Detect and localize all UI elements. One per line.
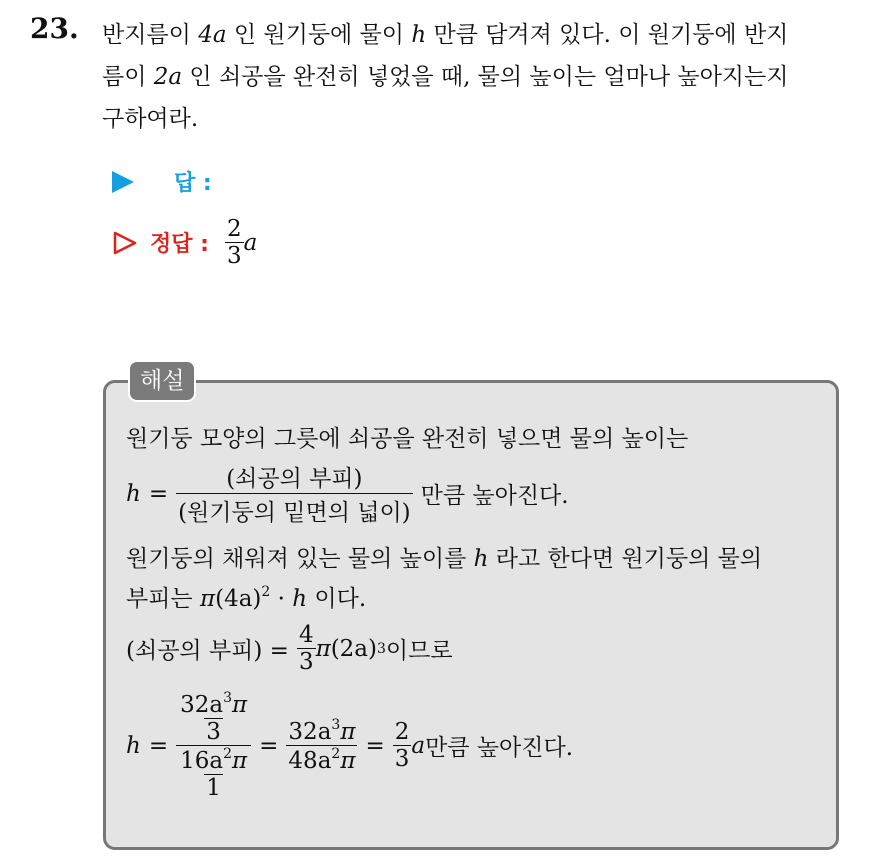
volume-fraction: $\frac{4}{3}$	[298, 622, 314, 675]
answer-label: 답 :	[174, 171, 212, 196]
answer-blank-row	[112, 166, 212, 197]
correct-answer-value: $\frac{2}{3}$ a	[226, 216, 258, 269]
problem-line-1: 반지름이 4a 인 원기둥에 물이 h 만큼 담겨져 있다. 이 원기둥에 반지	[102, 22, 789, 48]
correct-answer-label: 정답 :	[150, 232, 209, 257]
correct-answer-fraction: $\frac{2}{3}$	[226, 216, 242, 269]
explanation-line-4: 부피는 $\pi(4a)^2 \cdot h$ 이다.	[126, 584, 367, 612]
result-fraction: $\frac{2}{3}$	[394, 719, 410, 772]
problem-line-2: 름이 2a 인 쇠공을 완전히 넣었을 때, 물의 높이는 얼마나 높아지는지	[102, 64, 789, 90]
explanation-tag: 해설	[128, 360, 196, 402]
explanation-line-5: (쇠공의 부피) = $\frac{4}{3}$ π (2a) 3 이므로	[126, 622, 453, 675]
explanation-line-1: 원기둥 모양의 그릇에 쇠공을 완전히 넣으면 물의 높이는	[126, 426, 689, 452]
problem-line-3: 구하여라.	[102, 106, 199, 132]
explanation-line-2: h = $\frac{\text{(쇠공의 부피)}}{\text{(원기둥의 밑면의 넓이)}}$ 만큼 높아진다.	[126, 460, 569, 527]
explanation-line-3: 원기둥의 채워져 있는 물의 높이를 h 라고 한다면 원기둥의 물의	[126, 546, 763, 572]
correct-answer-row	[112, 216, 257, 269]
filled-triangle-icon	[112, 171, 134, 193]
explanation-line-6: h = $\frac{\frac{32a^3\pi}{3}}{\frac{16a^2\pi}{1}}$ = $\frac{32a^3\pi}{48a^2\pi}$ = $\frac{2}{3}$ a 만큼 높아진다.	[126, 690, 574, 801]
simplified-fraction: $\frac{32a^3\pi}{48a^2\pi}$	[288, 717, 356, 774]
outline-triangle-icon	[112, 230, 138, 256]
problem-text	[102, 14, 872, 140]
height-fraction: $\frac{\text{(쇠공의 부피)}}{\text{(원기둥의 밑면의 넓이)}}$	[178, 466, 411, 526]
compound-fraction: $\frac{\frac{32a^3\pi}{3}}{\frac{16a^2\pi}{1}}$	[176, 690, 251, 801]
problem-number: 23.	[30, 12, 79, 45]
